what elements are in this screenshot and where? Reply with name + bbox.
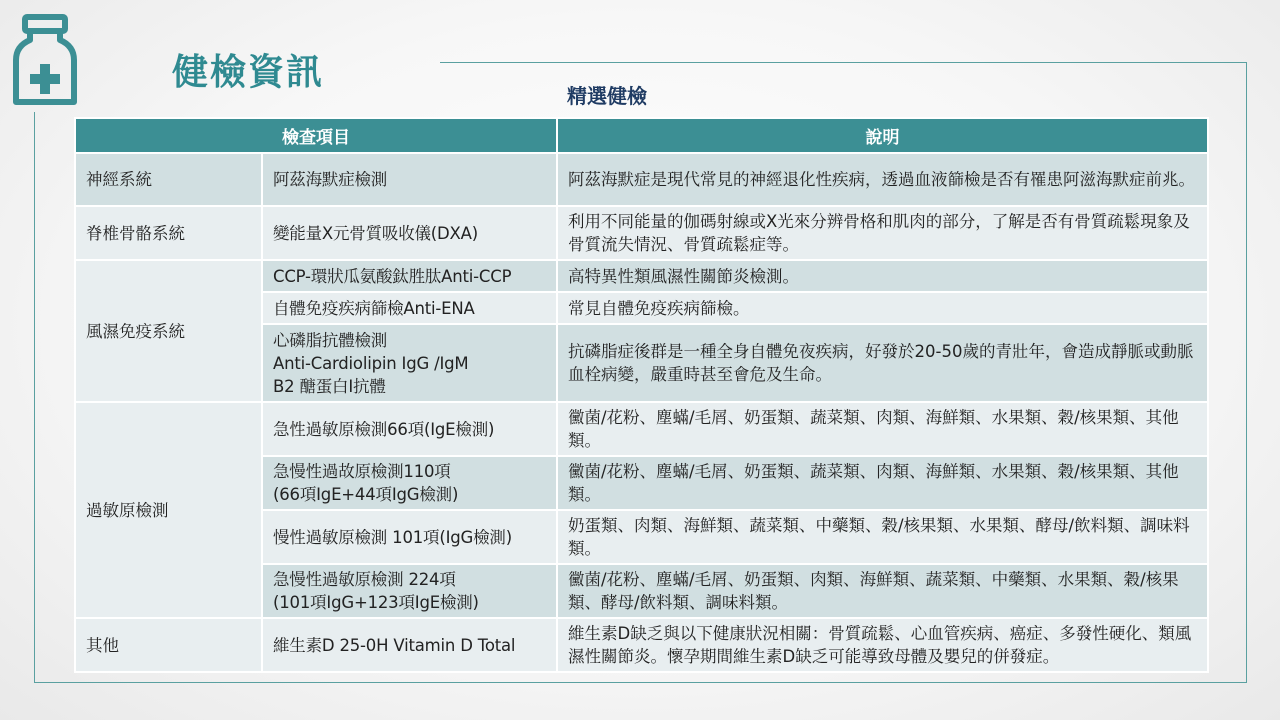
description-cell: 抗磷脂症後群是一種全身自體免夜疾病，好發於20-50歲的青壯年，會造成靜脈或動脈血栓病變，嚴重時甚至會危及生命。 <box>557 324 1208 402</box>
frame-line-bottom <box>34 682 1247 683</box>
description-cell: 高特異性類風濕性關節炎檢測。 <box>557 260 1208 292</box>
health-check-table <box>74 117 1209 673</box>
item-cell: 變能量X元骨質吸收儀(DXA) <box>262 206 557 260</box>
category-cell: 過敏原檢測 <box>75 402 262 618</box>
table-row <box>75 260 1208 292</box>
frame-line-right <box>1246 62 1247 683</box>
table-header-row <box>75 118 1208 153</box>
item-cell: 急性過敏原檢測66項(IgE檢測) <box>262 402 557 456</box>
description-cell: 常見自體免疫疾病篩檢。 <box>557 292 1208 324</box>
page-title: 健檢資訊 <box>172 52 325 93</box>
header-description: 說明 <box>557 118 1208 153</box>
description-cell: 維生素D缺乏與以下健康狀況相關：骨質疏鬆、心血管疾病、癌症、多發性硬化、類風濕性關節炎。懷孕期間維生素D缺乏可能導致母體及嬰兒的併發症。 <box>557 618 1208 672</box>
category-cell: 脊椎骨骼系統 <box>75 206 262 260</box>
table-row <box>75 153 1208 206</box>
table-row <box>75 618 1208 672</box>
item-line: 心磷脂抗體檢測 <box>273 330 388 350</box>
item-line: B2 醣蛋白I抗體 <box>273 376 386 396</box>
description-cell: 利用不同能量的伽碼射線或X光來分辨骨格和肌肉的部分，了解是否有骨質疏鬆現象及骨質流失情況、骨質疏鬆症等。 <box>557 206 1208 260</box>
category-cell: 神經系統 <box>75 153 262 206</box>
description-cell: 奶蛋類、肉類、海鮮類、蔬菜類、中藥類、穀/核果類、水果類、酵母/飲料類、調味料類。 <box>557 510 1208 564</box>
item-line: Anti-Cardiolipin IgG /IgM <box>273 353 469 373</box>
description-cell: 黴菌/花粉、塵蟎/毛屑、奶蛋類、蔬菜類、肉類、海鮮類、水果類、穀/核果類、其他類。 <box>557 402 1208 456</box>
item-line: (66項IgE+44項IgG檢測) <box>273 485 459 504</box>
item-cell: 慢性過敏原檢測 101項(IgG檢測) <box>262 510 557 564</box>
item-cell: 自體免疫疾病篩檢Anti-ENA <box>262 292 557 324</box>
table-row <box>75 402 1208 456</box>
item-cell: 阿茲海默症檢測 <box>262 153 557 206</box>
item-cell <box>262 324 557 402</box>
category-cell: 風濕免疫系統 <box>75 260 262 402</box>
description-cell: 黴菌/花粉、塵蟎/毛屑、奶蛋類、肉類、海鮮類、蔬菜類、中藥類、水果類、穀/核果類、酵母/飲料類、調味料類。 <box>557 564 1208 618</box>
table-row <box>75 206 1208 260</box>
item-cell <box>262 564 557 618</box>
table-subtitle: 精選健檢 <box>567 84 647 108</box>
item-line: (101項IgG+123項IgE檢測) <box>273 593 479 612</box>
item-cell: CCP-環狀瓜氨酸鈦胜肽Anti-CCP <box>262 260 557 292</box>
description-cell: 阿茲海默症是現代常見的神經退化性疾病，透過血液篩檢是否有罹患阿滋海默症前兆。 <box>557 153 1208 206</box>
item-cell <box>262 456 557 510</box>
frame-line-left <box>34 112 35 683</box>
description-cell: 黴菌/花粉、塵蟎/毛屑、奶蛋類、蔬菜類、肉類、海鮮類、水果類、穀/核果類、其他類。 <box>557 456 1208 510</box>
frame-line-top <box>440 62 1247 63</box>
medicine-bottle-icon <box>12 14 78 108</box>
item-line: 急慢性過敏原檢測 224項 <box>273 570 456 589</box>
item-line: 急慢性過故原檢測110項 <box>273 462 451 481</box>
category-cell: 其他 <box>75 618 262 672</box>
item-cell: 維生素D 25-0H Vitamin D Total <box>262 618 557 672</box>
header-check-item: 檢查項目 <box>75 118 557 153</box>
